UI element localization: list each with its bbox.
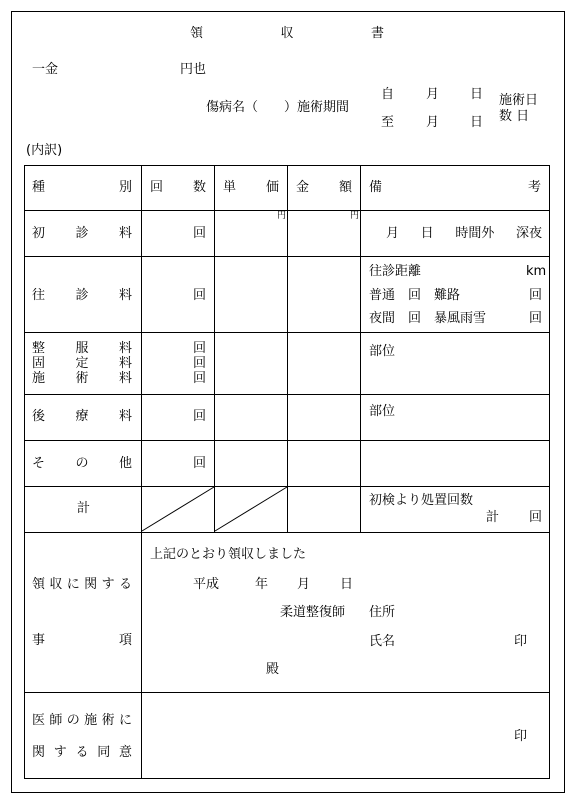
- row-char: 施: [32, 371, 46, 386]
- row-char: 料: [118, 409, 132, 424]
- row-char: 療: [75, 409, 89, 424]
- label-char: 術: [101, 713, 115, 728]
- header-char: 別: [118, 180, 132, 195]
- km-unit: km: [526, 264, 547, 279]
- label-char: 収: [49, 577, 63, 592]
- row-char: 料: [118, 341, 132, 356]
- remark-text: 日: [420, 226, 434, 241]
- month-label: 月: [426, 87, 440, 102]
- times-unit: 回: [193, 409, 207, 424]
- physician-consent-label: [32, 714, 132, 727]
- column-header-unit-price: [223, 181, 279, 194]
- header-char: 種: [32, 180, 46, 195]
- row-char: 往: [32, 288, 46, 303]
- label-char: 師: [49, 713, 63, 728]
- diagonal-line: [215, 487, 287, 531]
- label-char: る: [118, 577, 132, 592]
- receipt-statement: 上記のとおり領収しました: [150, 547, 307, 562]
- day-label: 日: [340, 577, 354, 592]
- times-unit: 回: [193, 288, 207, 303]
- row-char: 後: [32, 409, 46, 424]
- month-label: 月: [297, 577, 311, 592]
- month-label: 月: [426, 115, 440, 130]
- title-char: 書: [370, 26, 384, 41]
- era-label: 平成: [193, 577, 220, 592]
- address-label: 住所: [369, 605, 396, 620]
- row-char: の: [75, 456, 89, 471]
- row-char: 他: [118, 456, 132, 471]
- breakdown-label: (内訳): [26, 143, 63, 158]
- row-char: 料: [118, 226, 132, 241]
- initial-time-remarks: [386, 227, 542, 240]
- label-char: 事: [32, 633, 46, 648]
- label-char: 領: [32, 577, 46, 592]
- honorific-label: 殿: [266, 662, 280, 677]
- row-label-treatment: [32, 372, 132, 385]
- remark-text: 時間外: [455, 226, 495, 241]
- physician-consent-label-2: [32, 746, 132, 759]
- year-label: 年: [255, 577, 269, 592]
- treatment-days-label: 数 日: [499, 109, 530, 124]
- label-char: に: [66, 577, 80, 592]
- row-char: 固: [32, 356, 46, 371]
- night-label: 夜間 回 暴風雨雪: [369, 311, 487, 326]
- practitioner-label: 柔道整復師: [280, 605, 346, 620]
- label-char: の: [66, 713, 80, 728]
- header-char: 価: [265, 180, 279, 195]
- header-char: 備: [369, 180, 383, 195]
- name-label: 氏名: [369, 634, 396, 649]
- column-header-count: [150, 181, 206, 194]
- row-char: 服: [75, 341, 89, 356]
- visit-distance-label: 往診距離: [369, 264, 422, 279]
- amount-prefix: 一金: [32, 62, 59, 77]
- column-header-amount: [296, 181, 352, 194]
- row-char: 料: [118, 288, 132, 303]
- site-label: 部位: [369, 344, 396, 359]
- normal-road-label: 普通 回 難路: [369, 288, 461, 303]
- label-char: 関: [84, 577, 98, 592]
- day-label: 日: [470, 87, 484, 102]
- header-char: 回: [150, 180, 164, 195]
- diagonal-line: [142, 487, 214, 531]
- times-unit: 回: [529, 311, 543, 326]
- treatment-days-label: 施術日: [499, 93, 539, 108]
- row-label-visit: [32, 289, 132, 302]
- to-label: 至: [381, 115, 395, 130]
- column-header-type: [32, 181, 132, 194]
- row-label-aftercare: [32, 410, 132, 423]
- total-times-label: 計: [486, 510, 500, 525]
- site-label: 部位: [369, 404, 396, 419]
- row-char: 定: [75, 356, 89, 371]
- seal-label: 印: [514, 729, 528, 744]
- times-unit: 回: [529, 288, 543, 303]
- row-label-initial: [32, 227, 132, 240]
- label-char: 施: [84, 713, 98, 728]
- column-header-remarks: [369, 181, 541, 194]
- row-label-manipulation: [32, 342, 132, 355]
- total-label: 計: [77, 501, 91, 516]
- header-char: 数: [192, 180, 206, 195]
- times-unit: 回: [193, 456, 207, 471]
- remark-text: 月: [386, 226, 400, 241]
- times-unit: 回: [193, 356, 207, 371]
- label-char: る: [75, 745, 89, 760]
- remark-text: 深夜: [515, 226, 542, 241]
- row-char: 初: [32, 226, 46, 241]
- label-char: に: [118, 713, 132, 728]
- amount-suffix: 円也: [180, 62, 207, 77]
- row-char: 診: [75, 226, 89, 241]
- row-char: そ: [32, 456, 46, 471]
- seal-label: 印: [514, 634, 528, 649]
- from-label: 自: [381, 87, 395, 102]
- label-char: 関: [32, 745, 46, 760]
- row-label-fixation: [32, 357, 132, 370]
- times-unit: 回: [193, 226, 207, 241]
- row-char: 術: [75, 371, 89, 386]
- row-char: 整: [32, 341, 46, 356]
- receipt-matters-label-2: [32, 634, 132, 647]
- header-char: 考: [527, 180, 541, 195]
- title-char: 収: [280, 26, 294, 41]
- header-char: 額: [338, 180, 352, 195]
- label-char: 項: [118, 633, 132, 648]
- row-char: 診: [75, 288, 89, 303]
- header-char: 金: [296, 180, 310, 195]
- row-char: 料: [118, 356, 132, 371]
- first-visit-count-label: 初検より処置回数: [369, 493, 474, 508]
- day-label: 日: [470, 115, 484, 130]
- header-char: 単: [223, 180, 237, 195]
- label-char: す: [101, 577, 115, 592]
- receipt-matters-label: [32, 578, 132, 591]
- times-unit: 回: [529, 510, 543, 525]
- row-char: 料: [118, 371, 132, 386]
- row-label-other: [32, 457, 132, 470]
- label-char: 同: [97, 745, 111, 760]
- label-char: 医: [32, 713, 46, 728]
- yen-unit: 円: [277, 211, 287, 221]
- label-char: す: [53, 745, 67, 760]
- title-char: 領: [190, 26, 204, 41]
- label-char: 意: [118, 745, 132, 760]
- yen-unit: 円: [350, 211, 360, 221]
- injury-label: 傷病名（ ）施術期間: [206, 100, 350, 115]
- times-unit: 回: [193, 341, 207, 356]
- times-unit: 回: [193, 371, 207, 386]
